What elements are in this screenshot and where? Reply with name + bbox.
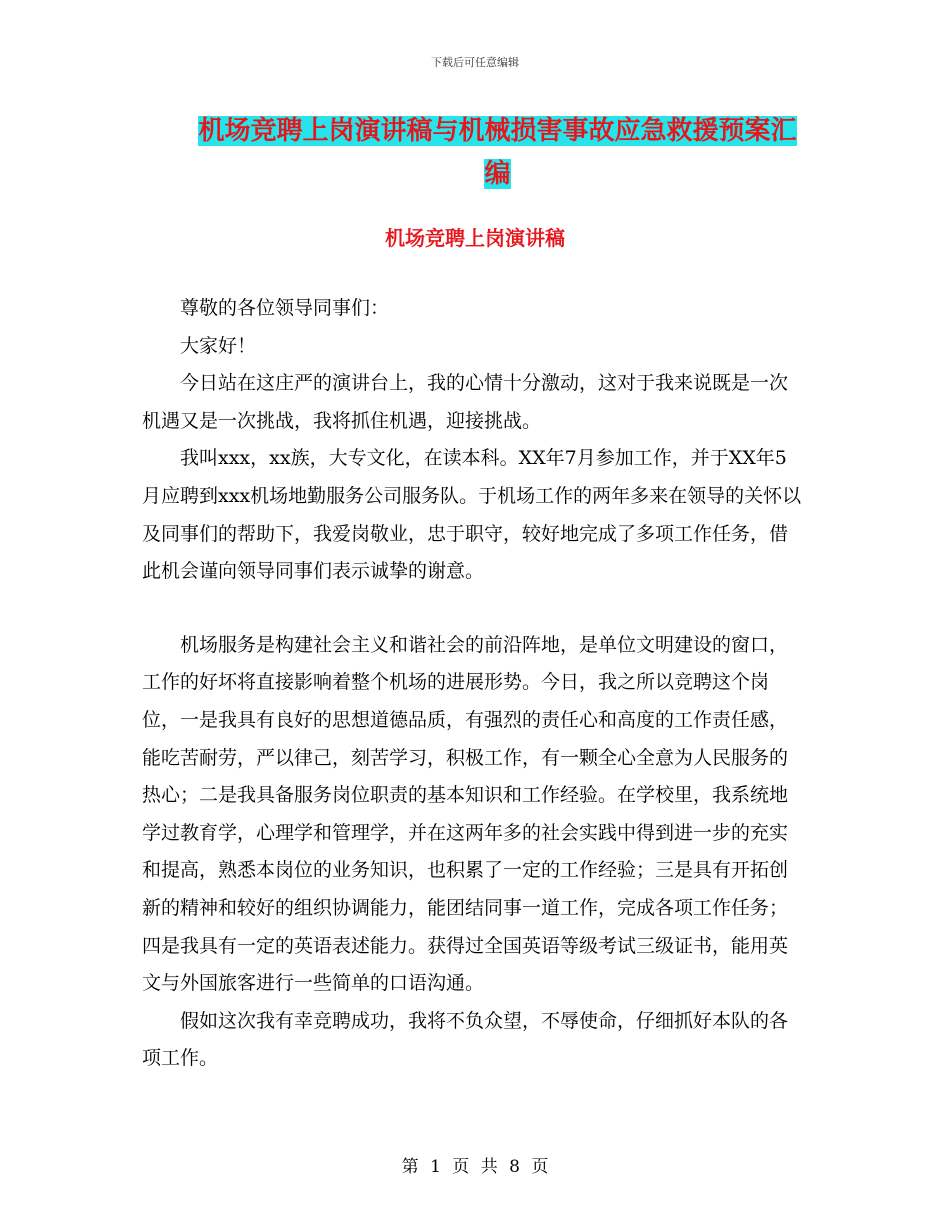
paragraph-commitment: 假如这次我有幸竞聘成功，我将不负众望，不辱使命，仔细抓好本队的各项工作。 — [142, 1009, 789, 1070]
paragraph-opening: 今日站在这庄严的演讲台上，我的心情十分激动，这对于我来说既是一次机遇又是一次挑战，我将抓住机遇，迎接挑战。 — [142, 372, 789, 432]
paragraph-introduction: 我叫xxx，xx族，大专文化，在读本科。XX年7月参加工作，并于XX年5月应聘到xxx机场地勤服务公司服务队。于机场工作的两年多来在领导的关怀以及同事们的帮助下，我爱岗敬业，忠于职守，较好地完成了多项工作任务，借此机会谨向领导同事们表示诚挚的谢意。 — [142, 447, 802, 583]
paragraph-greeting: 大家好！ — [180, 334, 257, 357]
paragraph-salutation: 尊敬的各位领导同事们： — [180, 297, 390, 319]
document-title-text: 机场竞聘上岗演讲稿与机械损害事故应急救援预案汇编 — [198, 116, 797, 189]
paragraph-reasons: 机场服务是构建社会主义和谐社会的前沿阵地，是单位文明建设的窗口，工作的好坏将直接影响着整个机场的进展形势。今日，我之所以竞聘这个岗位，一是我具有良好的思想道德品质，有强烈的责任心和高度的工作责任感，能吃苦耐劳，严以律己，刻苦学习，积极工作，有一颗全心全意为人民服务的热心；二是我具备服务岗位职责的基本知识和工作经验。在学校里，我系统地学过教育学，心理学和管理学，并在这两年多的社会实践中得到进一步的充实和提高，熟悉本岗位的业务知识，也积累了一定的工作经验；三是具有开拓创新的精神和较好的组织协调能力，能团结同事一道工作，完成各项工作任务；四是我具有一定的英语表述能力。获得过全国英语等级考试三级证书，能用英文与外国旅客进行一些简单的口语沟通。 — [142, 633, 789, 995]
page-footer: 第 1 页 共 8 页 — [401, 1157, 549, 1177]
document-title — [190, 110, 805, 196]
header-note: 下载后可任意编辑 — [431, 56, 519, 69]
speech-body — [142, 290, 802, 1078]
section-title: 机场竞聘上岗演讲稿 — [385, 226, 565, 250]
